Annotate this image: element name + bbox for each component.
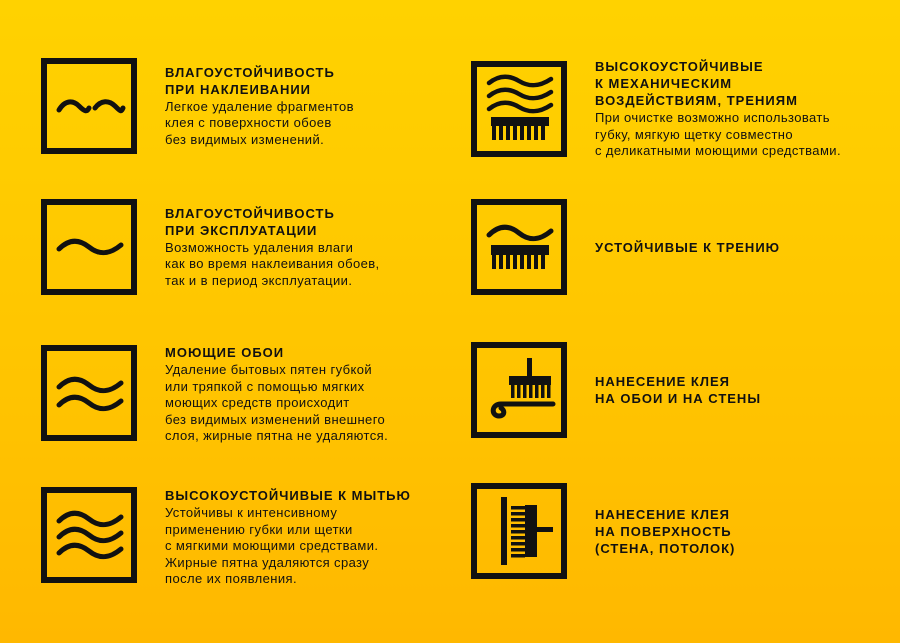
moisture-hanging-icon-frame xyxy=(41,58,137,154)
feature-title: УСТОЙЧИВЫЕ К ТРЕНИЮ xyxy=(595,239,781,255)
feature-description: Возможность удаления влаги как во время наклеивания обоев, так и в период эксплуатации. xyxy=(165,239,380,288)
feature-title: ВЛАГОУСТОЙЧИВОСТЬ ПРИ ЭКСПЛУАТАЦИИ xyxy=(165,205,335,238)
feature-title: ВЛАГОУСТОЙЧИВОСТЬ ПРИ НАКЛЕИВАНИИ xyxy=(165,64,335,97)
moisture-use-icon-frame xyxy=(41,199,137,295)
feature-moisture-resistant-use xyxy=(41,199,380,295)
high-abrasion-icon-frame xyxy=(471,61,567,157)
feature-text xyxy=(595,506,735,557)
feature-title: МОЮЩИЕ ОБОИ xyxy=(165,345,285,360)
feature-text xyxy=(595,239,780,256)
feature-description: Легкое удаление фрагментов клея с поверхности обоев без видимых изменений. xyxy=(165,98,354,147)
two-waves-icon xyxy=(47,351,131,435)
single-wave-icon xyxy=(47,205,131,289)
feature-title: НАНЕСЕНИЕ КЛЕЯ НА ОБОИ И НА СТЕНЫ xyxy=(595,374,762,406)
paste-brush-on-wallpaper-icon xyxy=(477,348,561,432)
feature-title: НАНЕСЕНИЕ КЛЕЯ НА ПОВЕРХНОСТЬ (СТЕНА, ПОТОЛОК) xyxy=(595,506,736,556)
abrasion-icon-frame xyxy=(471,199,567,295)
feature-text xyxy=(165,205,380,290)
paste-wallpaper-icon-frame xyxy=(471,342,567,438)
feature-paste-surface xyxy=(471,483,735,579)
three-waves-brush-icon xyxy=(477,67,561,151)
feature-description: Удаление бытовых пятен губкой или тряпкой с помощью мягких моющих средств происходит без видимых изменений внешнего слоя, жирные пятна не удаляются. xyxy=(165,362,389,443)
feature-description: При очистке возможно использовать губку, мягкую щетку совместно с деликатными моющими средствами. xyxy=(595,110,841,158)
feature-text xyxy=(595,58,841,160)
feature-text xyxy=(165,64,354,149)
three-waves-icon xyxy=(47,493,131,577)
feature-high-abrasion-resistance xyxy=(471,58,841,160)
feature-text xyxy=(595,373,761,407)
feature-abrasion-resistant xyxy=(471,199,780,295)
feature-highly-washable xyxy=(41,483,411,588)
feature-description: Устойчивы к интенсивному применению губки или щетки с мягкими моющими средствами. Жирные пятна удаляются сразу после их появления. xyxy=(165,505,379,586)
feature-title: ВЫСОКОУСТОЙЧИВЫЕ К МЕХАНИЧЕСКИМ ВОЗДЕЙСТВИЯМ, ТРЕНИЯМ xyxy=(595,59,798,108)
feature-washable xyxy=(41,342,388,445)
paste-brush-on-wall-icon xyxy=(477,489,561,573)
feature-title: ВЫСОКОУСТОЙЧИВЫЕ К МЫТЬЮ xyxy=(165,488,411,503)
feature-paste-wallpaper-and-wall xyxy=(471,342,761,438)
paste-surface-icon-frame xyxy=(471,483,567,579)
feature-text xyxy=(165,344,388,445)
feature-moisture-resistant-hanging xyxy=(41,58,354,154)
two-wave-segments-icon xyxy=(47,64,131,148)
washable-icon-frame xyxy=(41,345,137,441)
highly-washable-icon-frame xyxy=(41,487,137,583)
feature-text xyxy=(165,487,411,588)
wave-brush-icon xyxy=(477,205,561,289)
